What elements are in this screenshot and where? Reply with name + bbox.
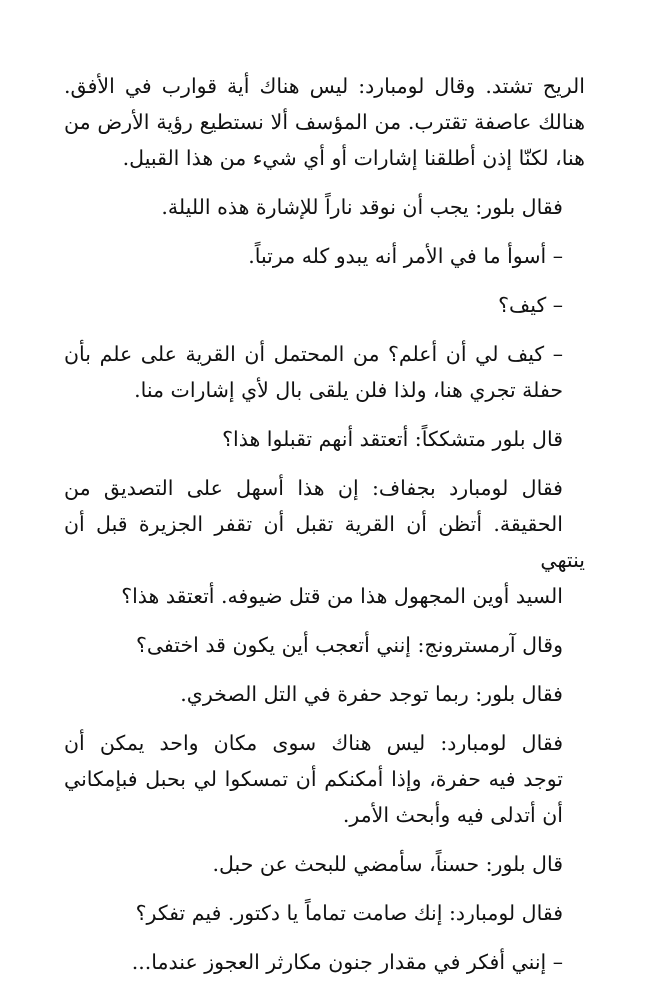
- paragraph: [64, 846, 585, 882]
- paragraph: [64, 336, 585, 408]
- text-line: هنا، لكنّا إذن أطلقنا إشارات أو أي شيء من هذا القبيل.: [122, 146, 585, 170]
- paragraph: [64, 189, 585, 225]
- paragraph: [64, 238, 585, 274]
- paragraph: [64, 725, 585, 833]
- paragraph: [64, 944, 585, 980]
- text-line: – إنني أفكر في مقدار جنون مكارثر العجوز عندما...: [131, 950, 563, 974]
- text-line: فقال لومبارد: إنك صامت تماماً يا دكتور. فيم تفكر؟: [135, 901, 563, 925]
- text-line: فقال لومبارد بجفاف: إن هذا أسهل على التصديق من: [64, 476, 563, 500]
- text-line: حفلة تجري هنا، ولذا فلن يلقى بال لأي إشارات منا.: [134, 378, 563, 402]
- text-line: فقال بلور: ربما توجد حفرة في التل الصخري.: [180, 682, 563, 706]
- text-line: وقال آرمسترونج: إنني أتعجب أين يكون قد اختفى؟: [135, 633, 563, 657]
- text-line: قال بلور: حسناً، سأمضي للبحث عن حبل.: [212, 852, 563, 876]
- text-line: الحقيقة. أتظن أن القرية تقبل أن تقفر الجزيرة قبل أن ينتهي: [64, 512, 585, 572]
- text-line: – كيف؟: [498, 293, 563, 317]
- text-line: قال بلور متشككاً: أتعتقد أنهم تقبلوا هذا؟: [222, 427, 563, 451]
- text-line: توجد فيه حفرة، وإذا أمكنكم أن تمسكوا لي بحبل فبإمكاني: [64, 767, 563, 791]
- text-line: فقال لومبارد: ليس هناك سوى مكان واحد يمكن أن: [64, 731, 563, 755]
- paragraph: [64, 895, 585, 931]
- text-line: – أسوأ ما في الأمر أنه يبدو كله مرتباً.: [248, 244, 563, 268]
- text-line: – كيف لي أن أعلم؟ من المحتمل أن القرية على علم بأن: [64, 342, 563, 366]
- paragraph: [64, 627, 585, 663]
- paragraph: [64, 421, 585, 457]
- paragraph: [64, 676, 585, 712]
- paragraph: [64, 470, 585, 614]
- text-line: أن أتدلى فيه وأبحث الأمر.: [342, 803, 563, 827]
- paragraph: [64, 287, 585, 323]
- text-line: هنالك عاصفة تقترب. من المؤسف ألا نستطيع رؤية الأرض من: [64, 110, 585, 134]
- text-line: الريح تشتد. وقال لومبارد: ليس هناك أية قوارب في الأفق.: [64, 74, 585, 98]
- text-line: السيد أوين المجهول هذا من قتل ضيوفه. أتعتقد هذا؟: [121, 584, 563, 608]
- paragraph: [64, 68, 585, 176]
- text-line: فقال بلور: يجب أن نوقد ناراً للإشارة هذه الليلة.: [161, 195, 563, 219]
